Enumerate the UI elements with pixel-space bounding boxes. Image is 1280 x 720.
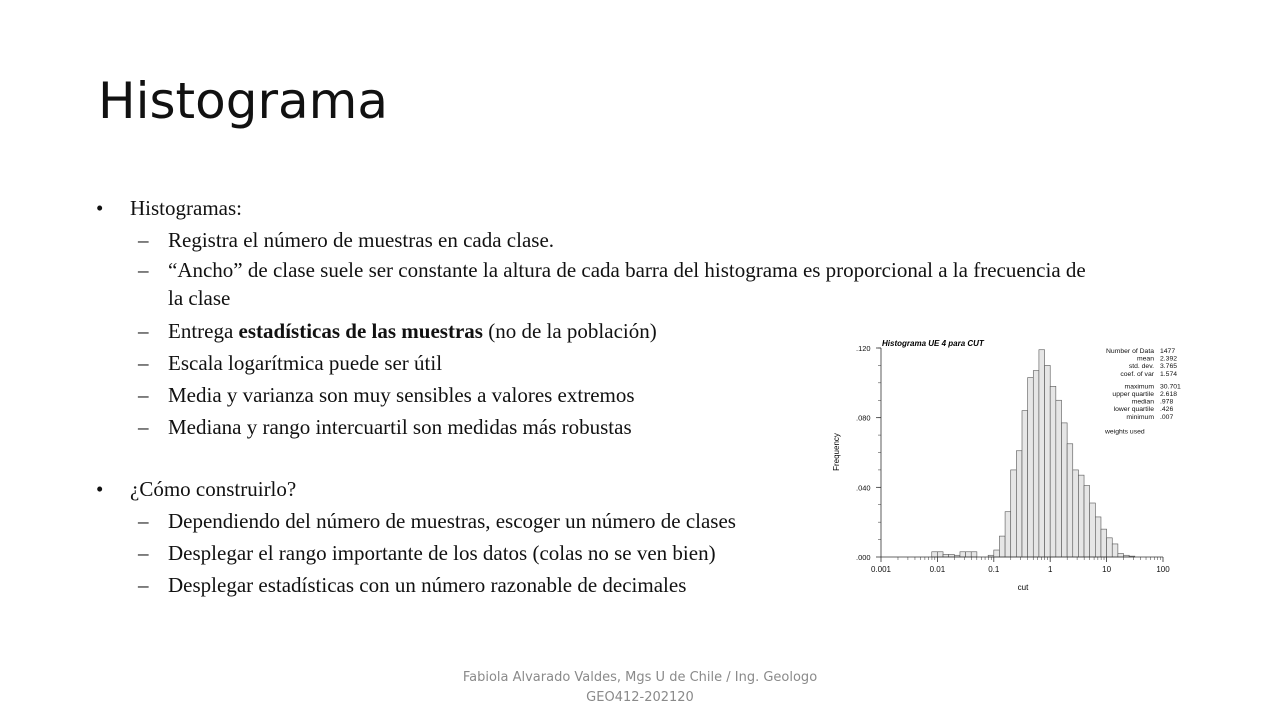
stat-value: .978 bbox=[1160, 398, 1174, 406]
histogram-bar bbox=[1016, 451, 1022, 557]
y-tick-label: .000 bbox=[856, 553, 871, 562]
sub-bullet-text: Mediana y rango intercuartil son medidas más robustas bbox=[168, 415, 632, 439]
stat-label: mean bbox=[1136, 355, 1154, 363]
histogram-bar bbox=[1045, 365, 1051, 557]
sub-bullet-bold-text: estadísticas de las muestras bbox=[238, 319, 483, 343]
sub-bullet-text: Entrega bbox=[168, 319, 239, 343]
histogram-bar bbox=[1090, 503, 1096, 557]
dash-marker: – bbox=[138, 383, 149, 407]
bullet-heading: ¿Cómo construirlo? bbox=[130, 477, 297, 501]
histogram-bar bbox=[1107, 538, 1113, 557]
dash-marker: – bbox=[138, 319, 149, 343]
stat-label: coef. of var bbox=[1120, 370, 1154, 378]
histogram-bar bbox=[1011, 470, 1017, 557]
histogram-bar bbox=[1028, 378, 1034, 557]
sub-bullet-text: Desplegar el rango importante de los datos (colas no se ven bien) bbox=[168, 541, 716, 565]
slide-footer bbox=[440, 668, 840, 708]
bullet-marker: • bbox=[96, 477, 104, 501]
dash-marker: – bbox=[138, 541, 149, 565]
sub-bullet-text: Desplegar estadísticas con un número razonable de decimales bbox=[168, 573, 687, 597]
stat-label: std. dev. bbox=[1128, 363, 1154, 371]
histogram-bar bbox=[1067, 444, 1073, 557]
histogram-bar bbox=[994, 550, 1000, 557]
bullet-histogramas bbox=[96, 192, 1096, 224]
histogram-bar bbox=[1095, 517, 1101, 557]
histogram-bar bbox=[1078, 475, 1084, 557]
sub-bullet-text: Escala logarítmica puede ser útil bbox=[168, 351, 443, 375]
stats-panel bbox=[1104, 348, 1181, 435]
histogram-bar bbox=[1084, 486, 1090, 557]
dash-marker: – bbox=[138, 228, 149, 252]
sub-bullet-text: “Ancho” de clase suele ser constante la altura de cada barra del histograma es proporcional a la frecuencia de la clase bbox=[168, 258, 1086, 310]
y-tick-label: .120 bbox=[856, 344, 871, 353]
y-axis-label: Frequency bbox=[832, 433, 841, 471]
stat-value: 3.765 bbox=[1160, 363, 1178, 371]
stat-label: lower quartile bbox=[1113, 406, 1154, 414]
histogram-bar bbox=[1073, 470, 1079, 557]
histogram-bar bbox=[1022, 411, 1028, 557]
x-tick-label: 0.001 bbox=[870, 565, 892, 574]
histogram-bar bbox=[1005, 512, 1011, 557]
stat-label: minimum bbox=[1126, 413, 1154, 421]
sub-bullet-text: Registra el número de muestras en cada clase. bbox=[168, 228, 555, 252]
bullet-marker: • bbox=[96, 196, 104, 220]
histogram-bar bbox=[960, 552, 966, 557]
dash-marker: – bbox=[138, 351, 149, 375]
sub-bullet-text: Media y varianza son muy sensibles a valores extremos bbox=[168, 383, 635, 407]
histogram-bar bbox=[1118, 554, 1124, 557]
stat-value: 1477 bbox=[1160, 348, 1176, 355]
dash-marker: – bbox=[138, 415, 149, 439]
x-tick-label: 0.1 bbox=[988, 565, 1000, 574]
histogram-bar bbox=[937, 552, 943, 557]
x-tick-label: 1 bbox=[1047, 565, 1053, 574]
dash-marker: – bbox=[138, 258, 149, 282]
x-axis-label: cut bbox=[1017, 583, 1029, 592]
sub-bullet bbox=[96, 224, 1096, 256]
stat-label: maximum bbox=[1124, 383, 1154, 391]
stat-value: .007 bbox=[1160, 413, 1174, 421]
stat-value: 2.392 bbox=[1160, 355, 1178, 363]
histogram-bar bbox=[1033, 371, 1039, 557]
y-tick-label: .040 bbox=[856, 483, 871, 493]
bullet-heading: Histogramas: bbox=[130, 196, 242, 220]
histogram-bar bbox=[1056, 400, 1062, 557]
dash-marker: – bbox=[138, 509, 149, 533]
histogram-bar bbox=[1101, 529, 1107, 557]
histogram-bar bbox=[1039, 350, 1045, 557]
stat-value: 2.618 bbox=[1160, 391, 1178, 398]
histogram-bar bbox=[1061, 423, 1067, 557]
slide-title: Histograma bbox=[98, 72, 389, 130]
histogram-bar bbox=[932, 552, 938, 557]
sub-bullet-text: (no de la población) bbox=[482, 319, 657, 343]
histogram-bar bbox=[999, 536, 1005, 557]
stat-value: 30.701 bbox=[1160, 383, 1181, 391]
stat-label: median bbox=[1131, 398, 1154, 406]
stat-label: upper quartile bbox=[1112, 391, 1154, 398]
dash-marker: – bbox=[138, 573, 149, 597]
x-tick-label: 10 bbox=[1102, 565, 1112, 574]
sub-bullet-text: Dependiendo del número de muestras, escoger un número de clases bbox=[168, 509, 736, 533]
stats-note: weights used bbox=[1105, 428, 1145, 436]
x-tick-label: 0.01 bbox=[929, 565, 946, 574]
stat-value: .426 bbox=[1160, 406, 1174, 414]
histogram-bar bbox=[1112, 544, 1118, 557]
x-tick-label: 100 bbox=[1156, 565, 1170, 574]
histogram-chart bbox=[826, 334, 1196, 604]
histogram-bar bbox=[1050, 386, 1056, 557]
stat-value: 1.574 bbox=[1160, 370, 1178, 378]
chart-title: Histograma UE 4 para CUT bbox=[882, 339, 984, 348]
histogram-bar bbox=[971, 552, 977, 557]
footer-line: GEO412-202120 bbox=[586, 690, 694, 705]
footer-line: Fabiola Alvarado Valdes, Mgs U de Chile / Ing. Geologo bbox=[462, 670, 818, 685]
y-tick-label: .080 bbox=[856, 413, 871, 423]
stat-label: Number of Data bbox=[1106, 348, 1154, 355]
sub-bullet bbox=[96, 256, 1096, 312]
histogram-bars bbox=[932, 350, 1135, 557]
histogram-bar bbox=[966, 552, 972, 557]
